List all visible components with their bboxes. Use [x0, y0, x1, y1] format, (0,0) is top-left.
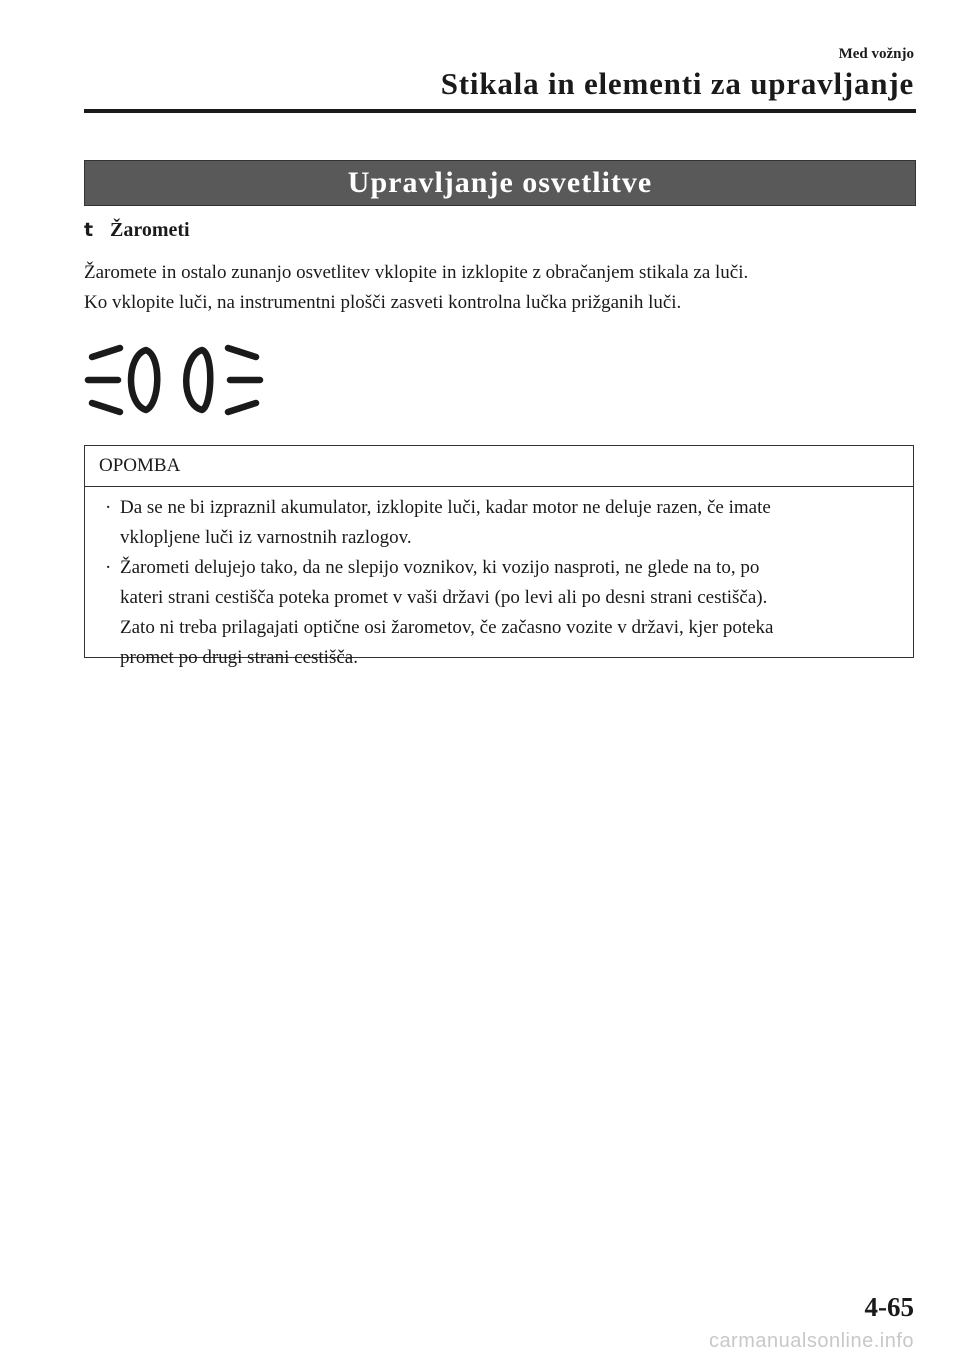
page-number: 4-65	[864, 1292, 914, 1322]
section-title: Upravljanje osvetlitve	[84, 160, 916, 206]
note-box	[84, 445, 914, 668]
chapter-label: Med vožnjo	[838, 46, 914, 62]
note-line: vklopljene luči iz varnostnih razlogov.	[120, 527, 412, 548]
note-title: OPOMBA	[85, 446, 913, 487]
watermark: carmanualsonline.info	[708, 1330, 914, 1352]
page-title: Stikala in elementi za upravljanje	[440, 66, 914, 101]
note-line: Žarometi delujejo tako, da ne slepijo voznikov, ki vozijo nasproti, ne glede na to, po	[120, 557, 760, 578]
note-list	[85, 487, 913, 673]
body-line: Ko vklopite luči, na instrumentni plošči zasveti kontrolna lučka prižganih luči.	[84, 292, 682, 313]
note-line: kateri strani cestišča poteka promet v vaši državi (po levi ali po desni strani cestišča).	[120, 587, 768, 608]
header-divider	[84, 109, 916, 113]
bullet-icon: ·	[105, 557, 112, 578]
list-item	[99, 493, 913, 553]
body-paragraph	[84, 258, 924, 318]
subsection-title: Žarometi	[110, 219, 190, 241]
note-line: Zato ni treba prilagajati optične osi žarometov, če začasno vozite v državi, kjer poteka	[120, 617, 774, 638]
headlight-indicator-icon	[84, 340, 264, 420]
subsection-heading	[84, 219, 190, 242]
body-line: Žaromete in ostalo zunanjo osvetlitev vklopite in izklopite z obračanjem stikala za luči.	[84, 262, 749, 283]
list-item	[99, 553, 913, 673]
note-line: Da se ne bi izpraznil akumulator, izklopite luči, kadar motor ne deluje razen, če imate	[120, 497, 771, 518]
note-line: promet po drugi strani cestišča.	[120, 647, 358, 668]
bullet-icon: ·	[105, 497, 112, 518]
subsection-marker: t	[84, 219, 94, 241]
